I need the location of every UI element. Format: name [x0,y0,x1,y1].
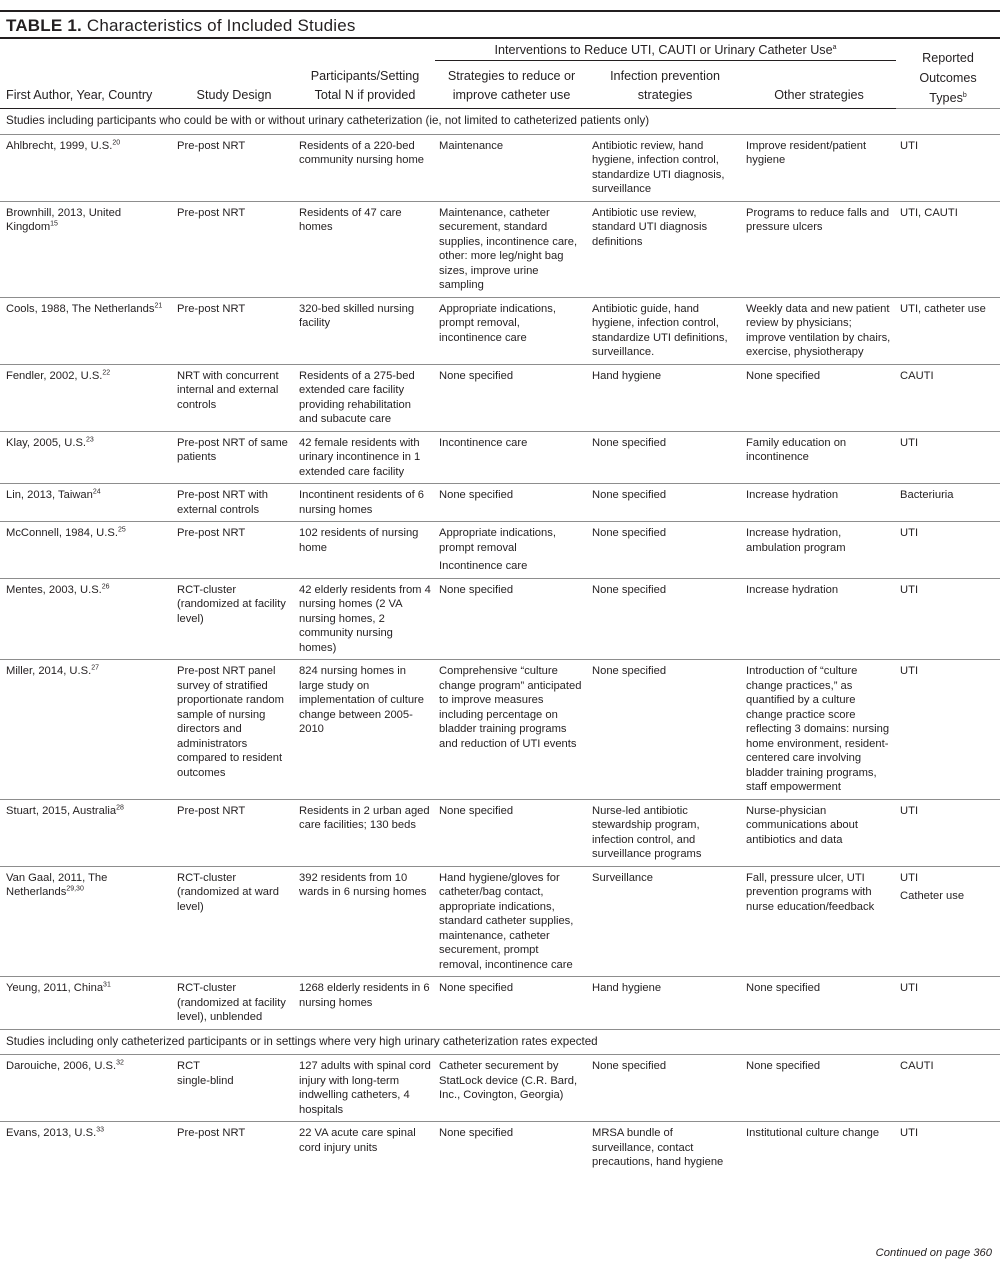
cell-design: Pre-post NRT [173,201,295,297]
cell-participants: 1268 elderly residents in 6 nursing homes [295,977,435,1030]
cell-design: RCT single-blind [173,1055,295,1122]
cell-infection: Antibiotic use review, standard UTI diagnosis definitions [588,201,742,297]
cell-outcomes: UTI [896,522,1000,579]
cell-participants: 824 nursing homes in large study on implementation of culture change between 2005-2010 [295,660,435,800]
cell-strategies: Maintenance, catheter securement, standard supplies, incontinence care, other: more leg/night bag sizes, improve urine sampling [435,201,588,297]
cell-strategies: Catheter securement by StatLock device (C.R. Bard, Inc., Covington, Georgia) [435,1055,588,1122]
cell-strategies: Hand hygiene/gloves for catheter/bag contact, appropriate indications, standard catheter supplies, maintenance, catheter securement, prompt removal, incontinence care [435,866,588,977]
cell-participants: Residents in 2 urban aged care facilities; 130 beds [295,799,435,866]
cell-author: Brownhill, 2013, United Kingdom$^{15}$ [0,201,173,297]
cell-outcomes: UTI, catheter use [896,297,1000,364]
table-row [0,660,1000,800]
cell-other: Institutional culture change [742,1122,896,1174]
cell-author: Fendler, 2002, U.S.$^{22}$ [0,364,173,431]
cell-outcomes: UTI [896,578,1000,660]
reference-sup: 27 [91,664,99,672]
table-row [0,799,1000,866]
cell-infection: None specified [588,1055,742,1122]
reference-sup: 23 [86,435,94,443]
reference-sup: 20 [112,138,121,146]
table-row [0,1122,1000,1174]
cell-strategies: None specified [435,364,588,431]
cell-outcomes: CAUTI [896,1055,1000,1122]
cell-other: Nurse-physician communications about antibiotics and data [742,799,896,866]
table-row [0,364,1000,431]
intervention-group-header: Interventions to Reduce UTI, CAUTI or Urinary Catheter Use$^a$ [435,38,896,61]
table-row [0,977,1000,1030]
cell-infection: None specified [588,522,742,579]
cell-outcomes: UTI [896,977,1000,1030]
cell-outcomes: UTI [896,660,1000,800]
reference-sup: 28 [116,803,124,811]
cell-infection: Antibiotic guide, hand hygiene, infection control, standardize UTI definitions, surveillance. [588,297,742,364]
cell-author: Van Gaal, 2011, The Netherlands$^{29,30}$ [0,866,173,977]
cell-infection: Surveillance [588,866,742,977]
table-row [0,578,1000,660]
cell-strategies: None specified [435,578,588,660]
cell-infection: None specified [588,578,742,660]
cell-author: Miller, 2014, U.S.$^{27}$ [0,660,173,800]
cell-design: Pre-post NRT of same patients [173,431,295,484]
cell-outcomes: UTI Catheter use [896,866,1000,977]
reference-sup: 31 [103,981,111,989]
cell-participants: 102 residents of nursing home [295,522,435,579]
table-title [6,16,356,36]
cell-strategies: None specified [435,484,588,522]
cell-strategies: Maintenance [435,134,588,201]
cell-infection: None specified [588,660,742,800]
design-header: Study Design [173,61,295,109]
continued-note: Continued on page 360 [875,1247,992,1259]
cell-participants: Residents of a 275-bed extended care facility providing rehabilitation and subacute care [295,364,435,431]
cell-author: Klay, 2005, U.S.$^{23}$ [0,431,173,484]
section-2-label: Studies including only catheterized participants or in settings where very high urinary catheterization rates expected [0,1029,1000,1055]
cell-strategies: Incontinence care [435,431,588,484]
cell-design: NRT with concurrent internal and external controls [173,364,295,431]
table-row [0,1055,1000,1122]
infection-header: Infection prevention strategies [588,61,742,109]
cell-outcomes: Bacteriuria [896,484,1000,522]
cell-outcomes: UTI, CAUTI [896,201,1000,297]
cell-strategies: Appropriate indications, prompt removal, incontinence care [435,297,588,364]
section-1-label: Studies including participants who could be with or without urinary catheterization (ie, not limited to catheterized patients only) [0,109,1000,135]
cell-participants: Residents of a 220-bed community nursing home [295,134,435,201]
cell-participants: 392 residents from 10 wards in 6 nursing homes [295,866,435,977]
reference-sup: 29,30 [66,885,84,893]
characteristics-table [0,38,1000,1174]
cell-participants: Residents of 47 care homes [295,201,435,297]
cell-author: Lin, 2013, Taiwan$^{24}$ [0,484,173,522]
cell-infection: MRSA bundle of surveillance, contact precautions, hand hygiene [588,1122,742,1174]
cell-author: Mentes, 2003, U.S.$^{26}$ [0,578,173,660]
cell-participants: 42 elderly residents from 4 nursing homes (2 VA nursing homes, 2 community nursing homes) [295,578,435,660]
cell-design: RCT-cluster (randomized at ward level) [173,866,295,977]
cell-design: RCT-cluster (randomized at facility level), unblended [173,977,295,1030]
cell-participants: 42 female residents with urinary incontinence in 1 extended care facility [295,431,435,484]
cell-strategies: Appropriate indications, prompt removal Incontinence care [435,522,588,579]
table-row [0,201,1000,297]
cell-strategies: Comprehensive “culture change program” anticipated to improve measures including percentage on bladder training programs and reduction of UTI events [435,660,588,800]
cell-strategies: None specified [435,1122,588,1174]
cell-author: Stuart, 2015, Australia$^{28}$ [0,799,173,866]
cell-other: Increase hydration [742,484,896,522]
cell-outcomes: UTI [896,431,1000,484]
reference-sup: 22 [102,368,111,376]
cell-strategies: None specified [435,799,588,866]
cell-author: Darouiche, 2006, U.S.$^{32}$ [0,1055,173,1122]
cell-design: Pre-post NRT [173,134,295,201]
reference-sup: 25 [117,526,126,534]
cell-other: Programs to reduce falls and pressure ulcers [742,201,896,297]
cell-outcomes: UTI [896,799,1000,866]
cell-design: Pre-post NRT [173,1122,295,1174]
cell-design: Pre-post NRT [173,522,295,579]
cell-participants: 320-bed skilled nursing facility [295,297,435,364]
cell-other: Increase hydration [742,578,896,660]
top-rule [0,10,1000,12]
cell-design: Pre-post NRT with external controls [173,484,295,522]
cell-author: Yeung, 2011, China$^{31}$ [0,977,173,1030]
cell-other: Family education on incontinence [742,431,896,484]
cell-infection: Nurse-led antibiotic stewardship program, infection control, and surveillance programs [588,799,742,866]
reference-sup: 21 [154,301,163,309]
cell-author: Ahlbrecht, 1999, U.S.$^{20}$ [0,134,173,201]
cell-other: Fall, pressure ulcer, UTI prevention programs with nurse education/feedback [742,866,896,977]
cell-outcomes: CAUTI [896,364,1000,431]
table-row [0,431,1000,484]
cell-infection: None specified [588,484,742,522]
cell-other: None specified [742,364,896,431]
cell-infection: None specified [588,431,742,484]
cell-participants: Incontinent residents of 6 nursing homes [295,484,435,522]
reference-sup: 26 [101,582,110,590]
cell-other: Weekly data and new patient review by physicians; improve ventilation by chairs, exercise, physiotherapy [742,297,896,364]
cell-outcomes: UTI [896,1122,1000,1174]
cell-outcomes: UTI [896,134,1000,201]
cell-author: McConnell, 1984, U.S.$^{25}$ [0,522,173,579]
table-row [0,134,1000,201]
cell-strategies: None specified [435,977,588,1030]
cell-infection: Hand hygiene [588,364,742,431]
cell-participants: 22 VA acute care spinal cord injury units [295,1122,435,1174]
table-title-prefix: TABLE 1. [6,16,82,35]
cell-author: Cools, 1988, The Netherlands$^{21}$ [0,297,173,364]
cell-other: None specified [742,1055,896,1122]
reference-sup: 15 [50,220,58,228]
table-row [0,522,1000,579]
cell-participants: 127 adults with spinal cord injury with long-term indwelling catheters, 4 hospitals [295,1055,435,1122]
table-row [0,297,1000,364]
reference-sup: 24 [92,488,101,496]
cell-other: Increase hydration, ambulation program [742,522,896,579]
other-header: Other strategies [742,61,896,109]
table-row [0,484,1000,522]
cell-other: None specified [742,977,896,1030]
table-title-text: Characteristics of Included Studies [86,16,356,35]
cell-design: Pre-post NRT [173,799,295,866]
cell-author: Evans, 2013, U.S.$^{33}$ [0,1122,173,1174]
author-header: First Author, Year, Country [0,61,173,109]
reference-sup: 33 [96,1126,104,1134]
reference-sup: 32 [116,1059,124,1067]
cell-infection: Antibiotic review, hand hygiene, infection control, standardize UTI diagnosis, surveillance [588,134,742,201]
table-row [0,866,1000,977]
outcomes-header: Reported Outcomes Types$^b$ [919,51,977,105]
cell-design: RCT-cluster (randomized at facility level) [173,578,295,660]
participants-header: Participants/Setting Total N if provided [295,61,435,109]
cell-design: Pre-post NRT [173,297,295,364]
strategies-header: Strategies to reduce or improve catheter use [435,61,588,109]
cell-design: Pre-post NRT panel survey of stratified proportionate random sample of nursing directors and administrators compared to resident outcomes [173,660,295,800]
cell-infection: Hand hygiene [588,977,742,1030]
cell-other: Introduction of “culture change practices,” as quantified by a culture change practice score reflecting 3 domains: nursing home environment, resident-centered care involving bladder training programs, staff empowerment [742,660,896,800]
cell-other: Improve resident/patient hygiene [742,134,896,201]
